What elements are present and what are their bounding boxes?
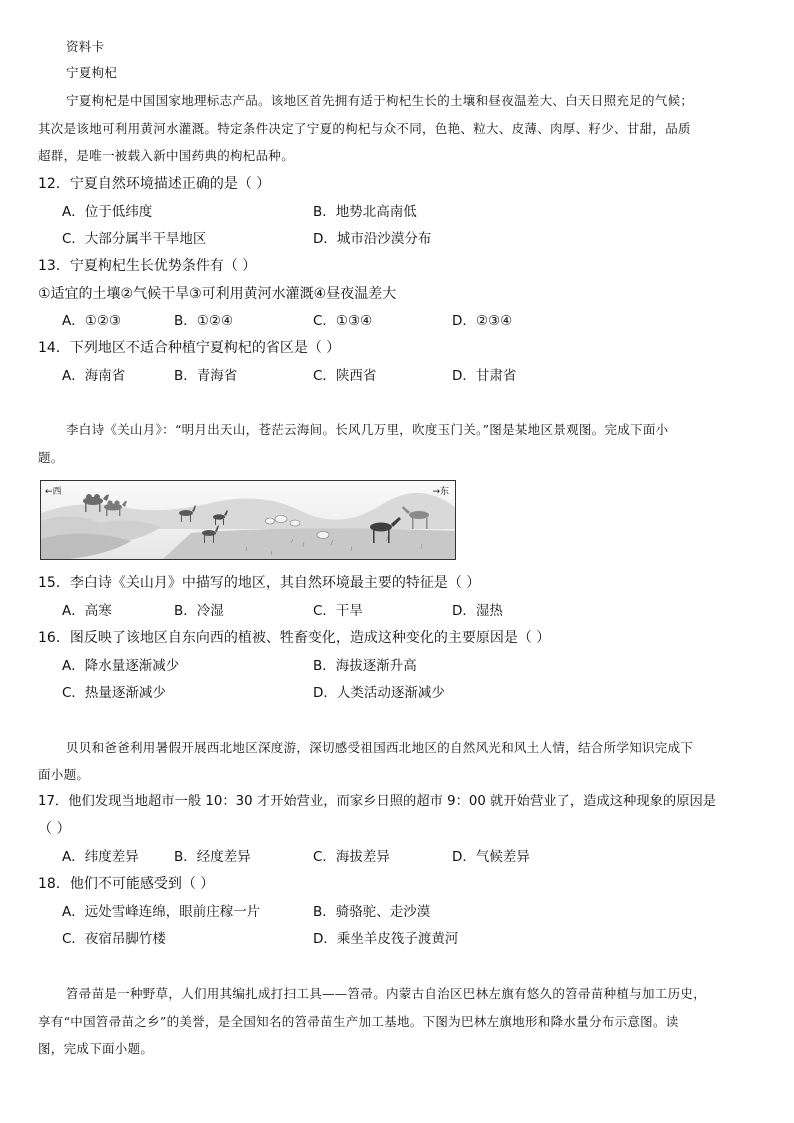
q12-option-d[interactable]: D．城市沿沙漠分布 [313, 231, 432, 247]
question-16-stem: 16．图反映了该地区自东向西的植被、牲畜变化，造成这种变化的主要原因是（ ） [38, 630, 551, 646]
q16-option-b[interactable]: B．海拔逐渐升高 [313, 658, 417, 674]
q18-option-b[interactable]: B．骑骆驼、走沙漠 [313, 904, 431, 920]
passage-4-line: 享有“中国笤帚苗之乡”的美誉，是全国知名的笤帚苗生产加工基地。下图为巴林左旗地形和降水量分布示意图。读 [38, 1014, 679, 1029]
passage-4-line: 图，完成下面小题。 [38, 1041, 154, 1056]
question-12-stem: 12．宁夏自然环境描述正确的是（ ） [38, 176, 271, 192]
landscape-figure [40, 480, 456, 560]
passage-3-line: 贝贝和爸爸利用暑假开展西北地区深度游，深切感受祖国西北地区的自然风光和风土人情，结合所学知识完成下 [66, 740, 694, 755]
question-18-stem: 18．他们不可能感受到（ ） [38, 876, 215, 892]
passage-2-line: 李白诗《关山月》：“明月出天山，苍茫云海间。长风几万里，吹度玉门关。”图是某地区景观图。完成下面小 [66, 422, 669, 437]
passage-4-line: 笤帚苗是一种野草，人们用其编扎成打扫工具——笤帚。内蒙古自治区巴林左旗有悠久的笤帚苗种植与加工历史， [66, 986, 707, 1001]
question-15-stem: 15．李白诗《关山月》中描写的地区，其自然环境最主要的特征是（ ） [38, 575, 481, 591]
card-paragraph-line: 超群，是唯一被载入新中国药典的枸杞品种。 [38, 148, 295, 163]
q14-option-c[interactable]: C．陕西省 [313, 368, 377, 384]
q14-option-b[interactable]: B．青海省 [174, 368, 238, 384]
question-13-conditions: ①适宜的土壤②气候干旱③可利用黄河水灌溉④昼夜温差大 [38, 286, 397, 302]
q17-option-a[interactable]: A．纬度差异 [62, 849, 139, 865]
q13-option-b[interactable]: B．①②④ [174, 313, 234, 329]
q14-option-a[interactable]: A．海南省 [62, 368, 126, 384]
west-direction-label: ←西 [45, 487, 62, 497]
question-17-stem-cont: （ ） [38, 821, 71, 837]
card-subtitle: 宁夏枸杞 [66, 65, 118, 80]
q17-option-b[interactable]: B．经度差异 [174, 849, 251, 865]
q18-option-a[interactable]: A．远处雪峰连绵，眼前庄稼一片 [62, 904, 261, 920]
q12-option-a[interactable]: A．位于低纬度 [62, 204, 153, 220]
q13-option-a[interactable]: A．①②③ [62, 313, 122, 329]
q15-option-c[interactable]: C．干旱 [313, 603, 363, 619]
card-paragraph-line: 其次是该地可利用黄河水灌溉。特定条件决定了宁夏的枸杞与众不同，色艳、粒大、皮薄、肉厚、籽少、甘甜，品质 [38, 121, 691, 136]
east-direction-label: →东 [432, 487, 449, 497]
q13-option-d[interactable]: D．②③④ [452, 313, 513, 329]
q17-option-d[interactable]: D．气候差异 [452, 849, 530, 865]
card-title: 资料卡 [66, 39, 105, 54]
landscape-illustration [41, 481, 456, 560]
q16-option-c[interactable]: C．热量逐渐减少 [62, 685, 166, 701]
q16-option-d[interactable]: D．人类活动逐渐减少 [313, 685, 445, 701]
passage-3-line: 面小题。 [38, 767, 90, 782]
card-paragraph-line: 宁夏枸杞是中国国家地理标志产品。该地区首先拥有适于枸杞生长的土壤和昼夜温差大、白天日照充足的气候； [66, 93, 694, 108]
q15-option-b[interactable]: B．冷湿 [174, 603, 224, 619]
q18-option-c[interactable]: C．夜宿吊脚竹楼 [62, 931, 166, 947]
question-13-stem: 13．宁夏枸杞生长优势条件有（ ） [38, 258, 257, 274]
q15-option-a[interactable]: A．高寒 [62, 603, 112, 619]
question-14-stem: 14．下列地区不适合种植宁夏枸杞的省区是（ ） [38, 340, 341, 356]
q15-option-d[interactable]: D．湿热 [452, 603, 503, 619]
q18-option-d[interactable]: D．乘坐羊皮筏子渡黄河 [313, 931, 459, 947]
q14-option-d[interactable]: D．甘肃省 [452, 368, 517, 384]
q12-option-c[interactable]: C．大部分属半干旱地区 [62, 231, 207, 247]
passage-2-line: 题。 [38, 450, 64, 465]
q13-option-c[interactable]: C．①③④ [313, 313, 373, 329]
q16-option-a[interactable]: A．降水量逐渐减少 [62, 658, 180, 674]
q17-option-c[interactable]: C．海拔差异 [313, 849, 390, 865]
question-17-stem: 17．他们发现当地超市一般 10：30 才开始营业，而家乡日照的超市 9：00 就开始营业了，造成这种现象的原因是 [38, 794, 717, 809]
q12-option-b[interactable]: B．地势北高南低 [313, 204, 417, 220]
